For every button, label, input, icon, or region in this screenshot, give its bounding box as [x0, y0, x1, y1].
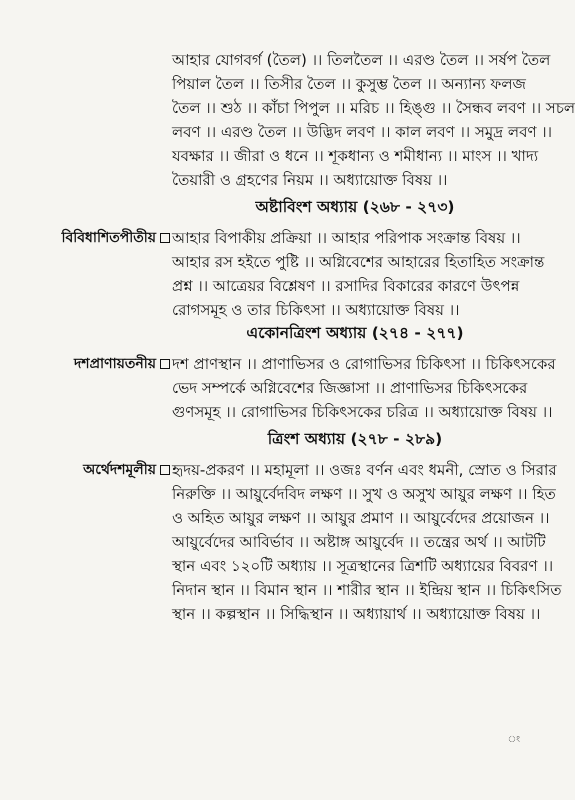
- text-line: আয়ুর্বেদের আবির্ভাব ।। অষ্টাঙ্গ আয়ুর্বেদ ।। তন্ত্রের অর্থ ।। আটটি: [172, 533, 546, 551]
- text-line: রোগসমূহ ও তার চিকিৎসা ।। অধ্যায়োক্ত বিষয় ।।: [172, 301, 460, 319]
- text-line: হৃদয়-প্রকরণ ।। মহামূলা ।। ওজঃ বর্ণন এবং ধমনী, স্রোত ও সিরার: [172, 461, 557, 479]
- text-line: নিরুক্তি ।। আয়ুর্বেদবিদ লক্ষণ ।। সুখ ও অসুখ আয়ুর লক্ষণ ।। হিত: [172, 485, 556, 503]
- text-line: গুণসমূহ ।। রোগাভিসর চিকিৎসকের চরিত্র ।। অধ্যায়োক্ত বিষয় ।।: [172, 403, 553, 421]
- text-line: আহার যোগবর্গ (তৈল) ।। তিলতৈল ।। এরণ্ড তৈল ।। সর্ষপ তৈল: [172, 51, 551, 69]
- text-line: যবক্ষার ।। জীরা ও ধনে ।। শূকধান্য ও শমীধান্য ।। মাংস ।। খাদ্য: [172, 147, 539, 165]
- chapter-heading: একোনত্রিংশ অধ্যায় (২৭৪ - ২৭৭): [246, 324, 464, 342]
- chapter-heading: অষ্টাবিংশ অধ্যায় (২৬৮ - ২৭৩): [255, 198, 455, 216]
- chapter-name-label: [20, 354, 170, 374]
- text-line: পিয়াল তৈল ।। তিসীর তৈল ।। কুসুম্ভ তৈল ।। অন্যান্য ফলজ: [172, 75, 526, 93]
- box-marker-icon: [160, 465, 170, 475]
- text-line: আহার রস হইতে পুষ্টি ।। অগ্নিবেশের আহারের হিতাহিত সংক্রান্ত: [172, 253, 545, 271]
- text-line: ভেদ সম্পর্কে অগ্নিবেশের জিজ্ঞাসা ।। প্রাণাভিসর চিকিৎসকের: [172, 379, 528, 397]
- page-marker: ং: [507, 735, 520, 745]
- text-line: আহার বিপাকীয় প্রক্রিয়া ।। আহার পরিপাক সংক্রান্ত বিষয় ।।: [172, 229, 521, 247]
- text-line: ও অহিত আয়ুর লক্ষণ ।। আয়ুর প্রমাণ ।। আয়ুর্বেদের প্রয়োজন ।।: [172, 509, 550, 527]
- box-marker-icon: [160, 233, 170, 243]
- text-line: লবণ ।। এরণ্ড তৈল ।। উদ্ভিদ লবণ ।। কাল লবণ ।। সমুদ্র লবণ ।।: [172, 123, 553, 141]
- text-line: নিদান স্থান ।। বিমান স্থান ।। শারীর স্থান ।। ইন্দ্রিয় স্থান ।। চিকিৎসিত: [172, 581, 562, 599]
- text-line: স্থান এবং ১২০টি অধ্যায় ।। সূত্রস্থানের ত্রিশটি অধ্যায়ের বিবরণ ।।: [172, 557, 554, 575]
- chapter-name-text: দশপ্রাণায়তনীয়: [73, 356, 156, 372]
- text-line: স্থান ।। কল্পস্থান ।। সিদ্ধিস্থান ।। অধ্যায়ার্থ ।। অধ্যায়োক্ত বিষয় ।।: [172, 605, 541, 623]
- box-marker-icon: [160, 359, 170, 369]
- chapter-name-text: বিবিধাশিতপীতীয়: [61, 230, 156, 246]
- text-line: তৈয়ারী ও গ্রহণের নিয়ম ।। অধ্যায়োক্ত বিষয় ।।: [172, 171, 448, 189]
- chapter-name-label: [20, 460, 170, 480]
- text-line: দশ প্রাণস্থান ।। প্রাণাভিসর ও রোগাভিসর চিকিৎসা ।। চিকিৎসকের: [172, 355, 556, 373]
- chapter-name-text: অর্থেদশমূলীয়: [83, 462, 156, 478]
- chapter-name-label: [20, 228, 170, 248]
- text-line: প্রশ্ন ।। আত্রেয়র বিশ্লেষণ ।। রসাদির বিকারের কারণে উৎপন্ন: [172, 277, 520, 295]
- text-line: তৈল ।। শুঠ ।। কাঁচা পিপুল ।। মরিচ ।। হিঙ্গু ।। সৈন্ধব লবণ ।। সচল: [172, 99, 575, 117]
- chapter-heading: ত্রিংশ অধ্যায় (২৭৮ - ২৮৯): [267, 430, 443, 448]
